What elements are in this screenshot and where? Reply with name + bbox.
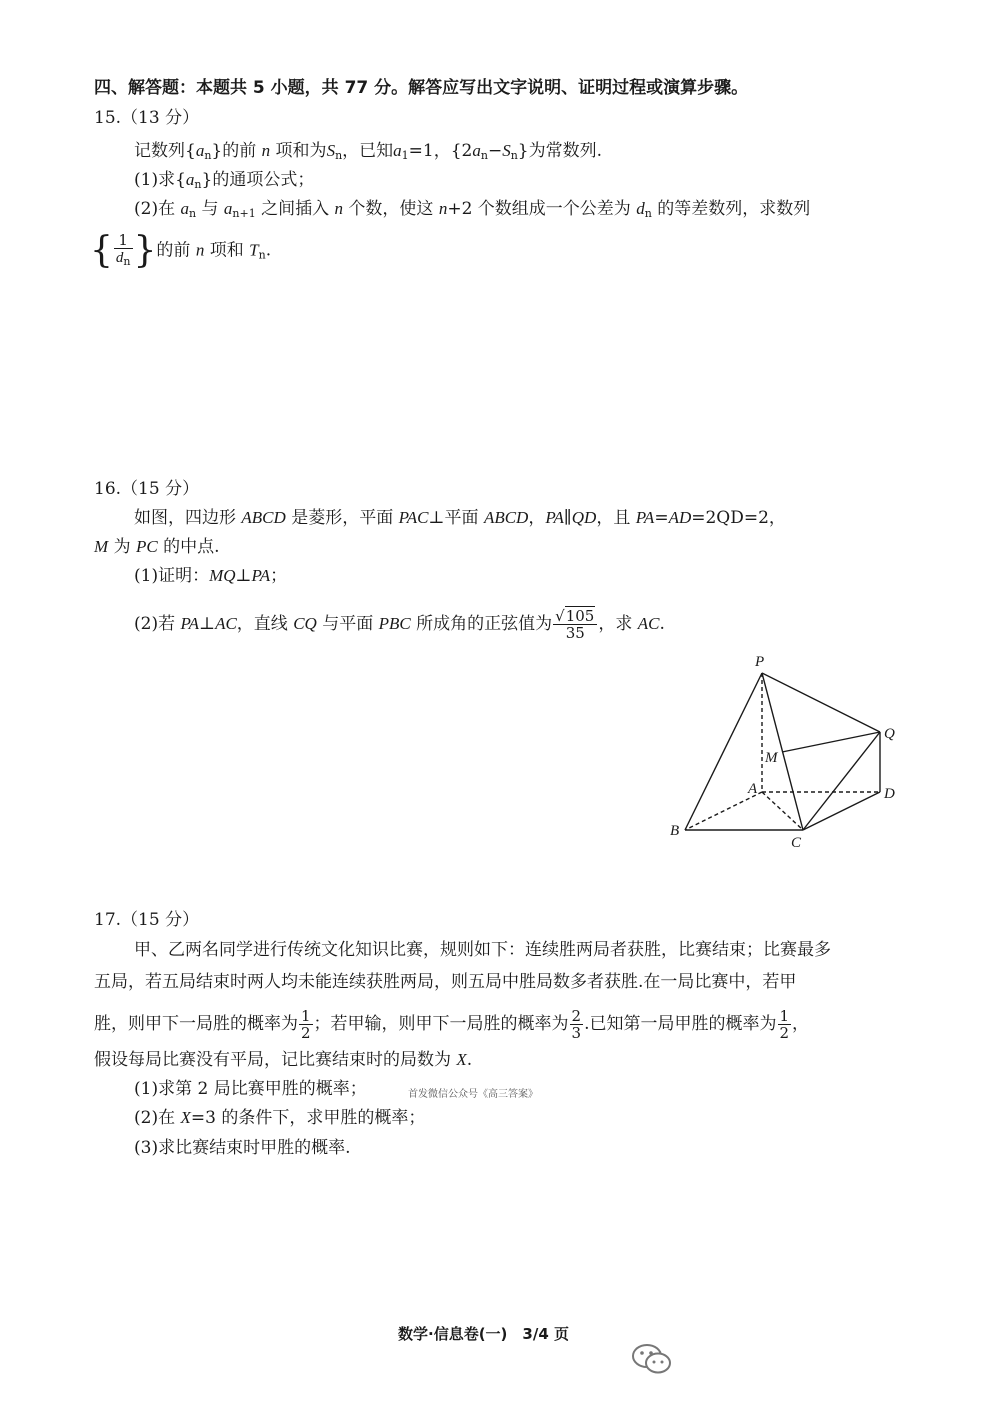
label-m: M: [765, 750, 778, 766]
edge-cd: [803, 792, 880, 830]
q15-part2-line2: { $\frac{1}{d_n}$ }的前 n 项和 $T_n$.: [90, 230, 272, 271]
q17-line2: 五局，若五局结束时两人均未能连续获胜两局，则五局中胜局数多者获胜.在一局比赛中，若甲: [94, 972, 797, 992]
watermark-text: 首发微信公众号《高三答案》: [408, 1089, 538, 1100]
label-b: B: [670, 823, 680, 839]
q17-number: 17.（15 分）: [94, 910, 200, 930]
q17-line4: 假设每局比赛没有平局，记比赛结束时的局数为 X.: [94, 1050, 473, 1070]
edge-ab: [685, 792, 762, 830]
label-d: D: [884, 786, 895, 802]
q15-part1: (1)求$\{a_n\}$的通项公式；: [134, 170, 315, 191]
edge-pq: [762, 673, 880, 732]
q16-stem-line1: 如图，四边形 ABCD 是菱形，平面 PAC⊥平面 ABCD，PA∥QD，且 PA=AD=2QD=2，: [134, 508, 786, 528]
section-header: 四、解答题：本题共 5 小题，共 77 分。解答应写出文字说明、证明过程或演算步骤。: [94, 78, 749, 98]
q17-line1: 甲、乙两名同学进行传统文化知识比赛，规则如下：连续胜两局者获胜，比赛结束；比赛最多: [134, 940, 831, 960]
label-p: P: [755, 654, 765, 670]
label-c: C: [791, 835, 802, 851]
label-q: Q: [884, 726, 895, 742]
page-footer: 数学·信息卷(一) 3/4 页: [398, 1325, 569, 1343]
edge-mq: [782, 732, 880, 752]
edge-cq: [803, 732, 880, 830]
edge-pb: [685, 673, 762, 830]
q16-figure: [660, 650, 910, 855]
label-a: A: [748, 781, 758, 797]
q15-part2-line1: (2)在 $a_n$ 与 $a_{n+1}$ 之间插入 n 个数，使这 n+2 个数组成一个公差为 $d_n$ 的等差数列，求数列: [134, 199, 811, 220]
q16-number: 16.（15 分）: [94, 479, 200, 499]
wechat-icon: [630, 1342, 674, 1376]
q17-line3: 胜，则甲下一局胜的概率为 $\frac{1}{2}$ ；若甲输，则甲下一局胜的概率为 $\frac{2}{3}$ .已知第一局甲胜的概率为 $\frac{1}{2}$ ，: [94, 1007, 810, 1042]
q16-part2: (2)若 PA⊥AC，直线 CQ 与平面 PBC 所成角的正弦值为 $\frac{√105}{35}$ ，求 AC.: [134, 607, 665, 642]
q15-stem: 记数列$\{a_n\}$的前 n 项和为$S_n$，已知$a_1=1$，$\{2a_n-S_n\}$为常数列.: [134, 141, 603, 162]
q15-number: 15.（13 分）: [94, 108, 200, 128]
q16-stem-line2: M 为 PC 的中点.: [94, 537, 220, 557]
q17-part1: (1)求第 2 局比赛甲胜的概率；: [134, 1079, 367, 1099]
q17-part3: (3)求比赛结束时甲胜的概率.: [134, 1138, 351, 1158]
q16-part1: (1)证明：MQ⊥PA；: [134, 566, 288, 586]
edge-ac: [762, 792, 803, 830]
q17-part2: (2)在 X=3 的条件下，求甲胜的概率；: [134, 1108, 426, 1128]
